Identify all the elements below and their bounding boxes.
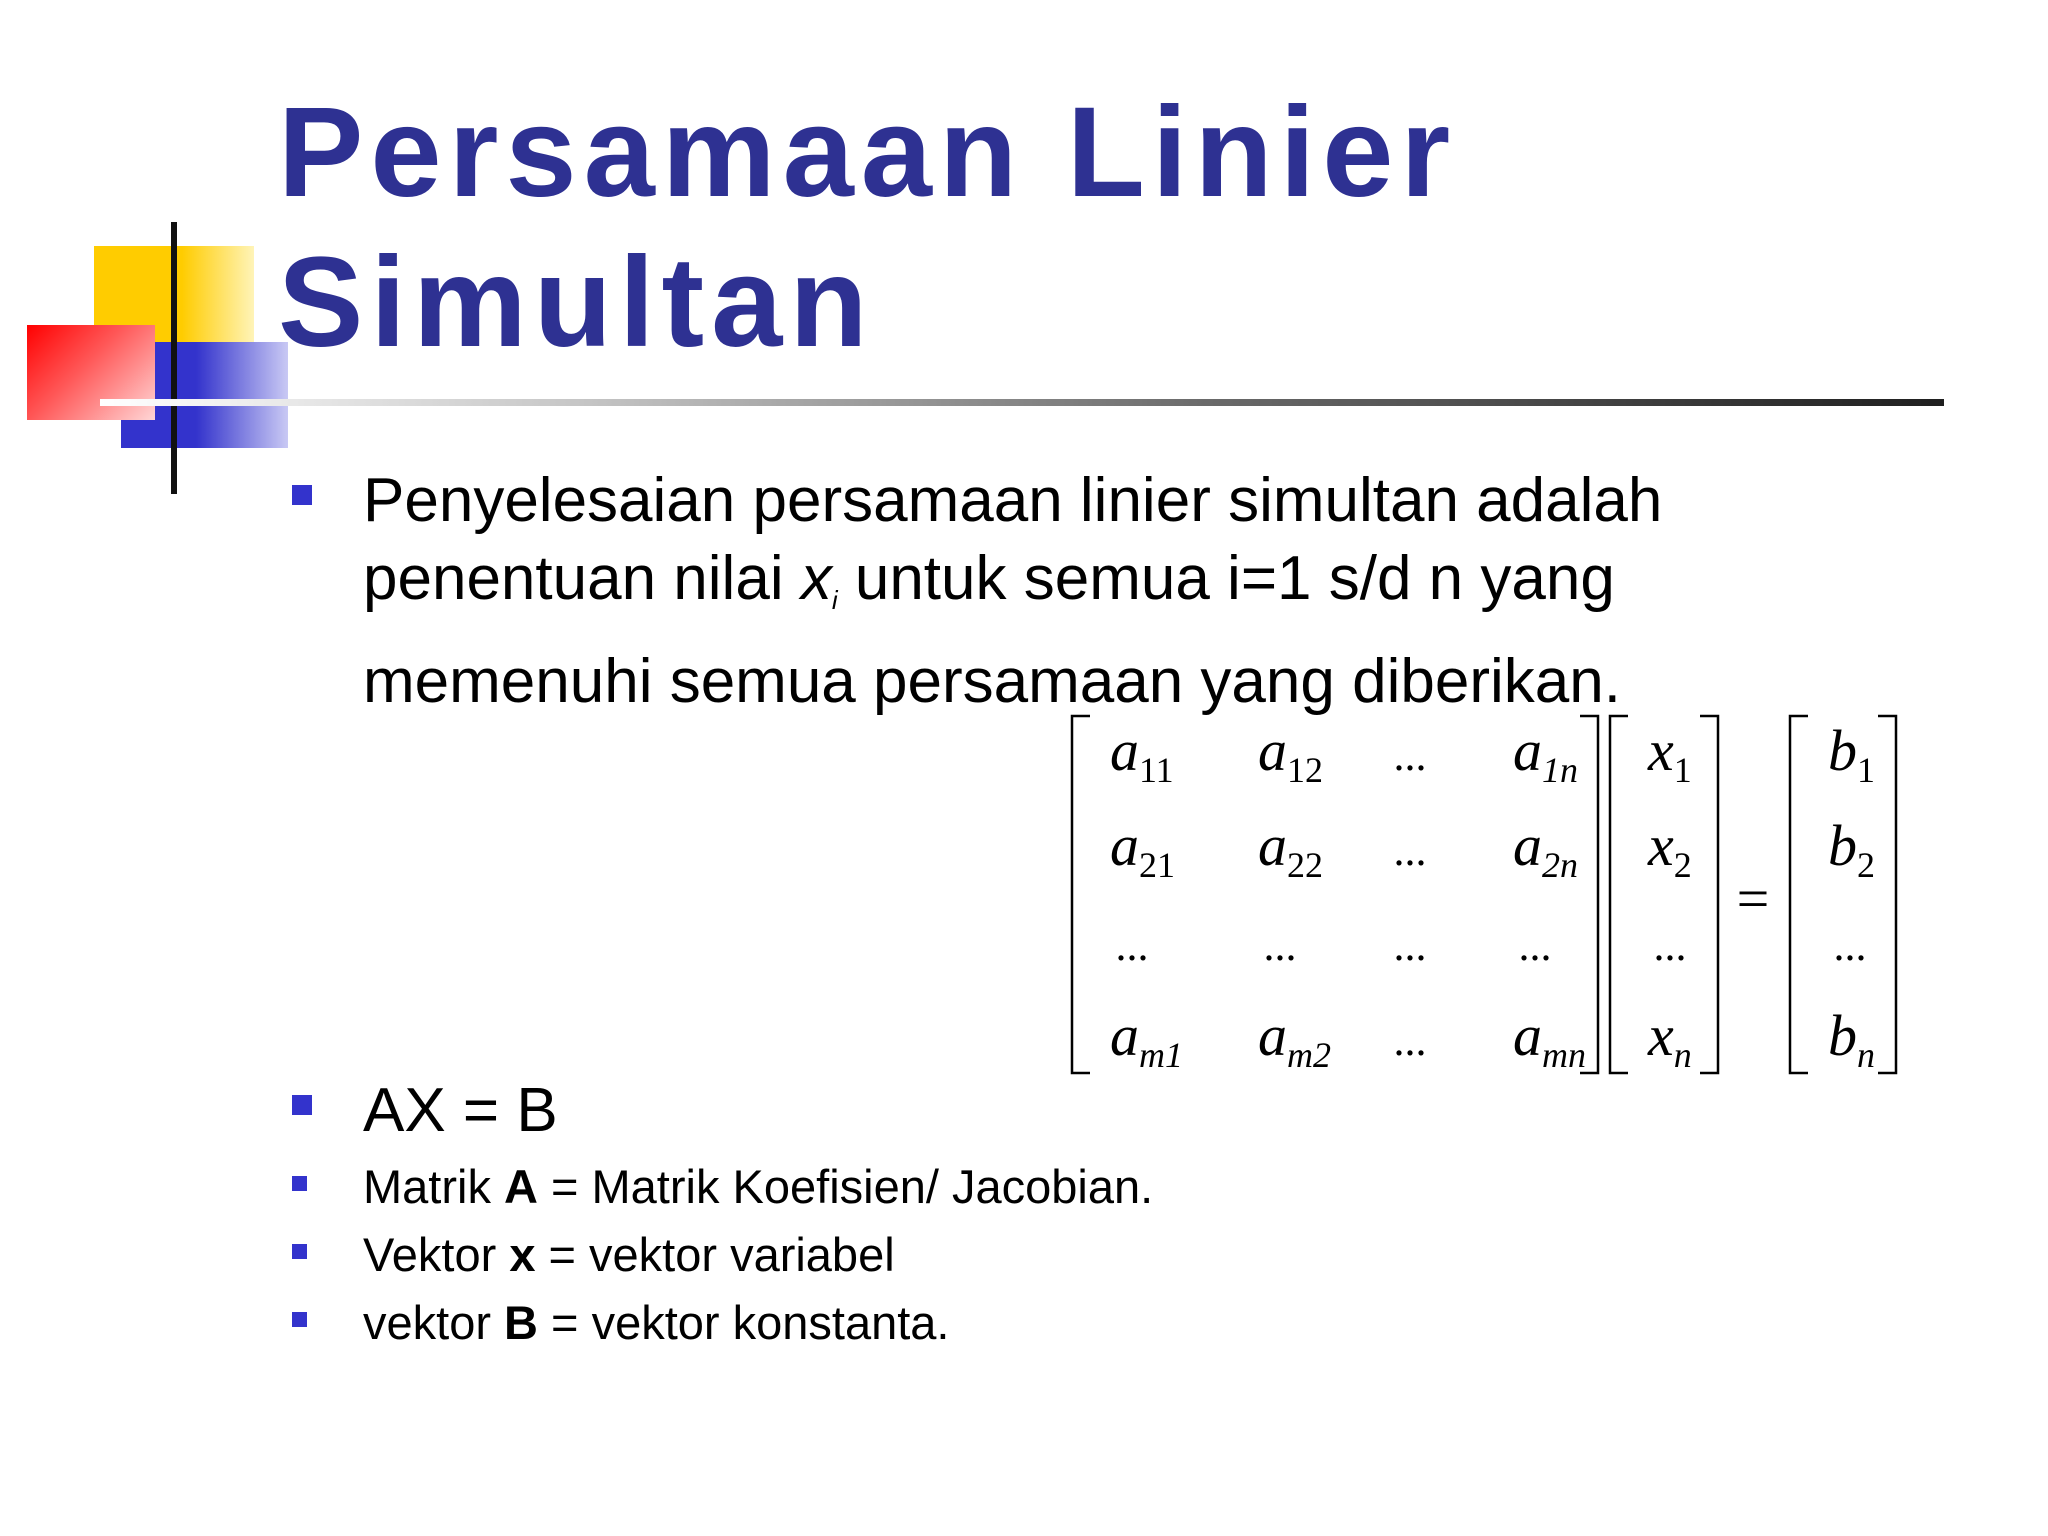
matrix-a-cell: ... bbox=[1115, 921, 1149, 970]
vector-b-cell: $b_1$ bbox=[1828, 718, 1875, 790]
vector-x-cell: ... bbox=[1653, 921, 1687, 970]
equals-sign: = bbox=[1736, 866, 1770, 931]
vector-x-cell: $x_n$ bbox=[1648, 1003, 1692, 1075]
matrix-a-right-bracket bbox=[1580, 716, 1598, 1073]
matrix-equation bbox=[1060, 700, 1910, 1090]
matrix-a-cell: ... bbox=[1393, 1016, 1427, 1065]
vector-b-cell: ... bbox=[1833, 921, 1867, 970]
item-text: = vektor variabel bbox=[535, 1228, 895, 1281]
matrix-a-cell: $a_{11}$ bbox=[1110, 718, 1174, 790]
definition-item-matrix-a bbox=[363, 1157, 1153, 1217]
matrix-a-cell: $a_{22}$ bbox=[1258, 813, 1323, 885]
bullet-square-icon bbox=[292, 1244, 307, 1259]
matrix-a-cell: $a_{12}$ bbox=[1258, 718, 1323, 790]
item-text: vektor bbox=[363, 1296, 505, 1349]
definition-item-vector-x bbox=[363, 1225, 895, 1285]
bullet-square-icon bbox=[292, 1312, 307, 1327]
paragraph-text: penentuan nilai bbox=[363, 544, 801, 613]
equation-ax-b: AX = B bbox=[363, 1076, 558, 1145]
slide-title bbox=[278, 78, 1457, 378]
item-text: Matrik bbox=[363, 1160, 504, 1213]
definition-item-vector-b bbox=[363, 1293, 949, 1353]
matrix-a-left-bracket bbox=[1072, 716, 1090, 1073]
matrix-a-cell: ... bbox=[1518, 921, 1552, 970]
bullet-square-icon bbox=[292, 485, 312, 505]
paragraph-text: untuk semua i=1 s/d n yang bbox=[837, 544, 1615, 613]
matrix-a-cell: $a_{21}$ bbox=[1110, 813, 1175, 885]
item-text: = Matrik Koefisien/ Jacobian. bbox=[537, 1160, 1154, 1213]
paragraph-line: memenuhi semua persamaan yang diberikan. bbox=[363, 647, 1621, 716]
title-underline bbox=[100, 399, 1944, 406]
bullet-square-icon bbox=[292, 1176, 307, 1191]
bullet-square-icon bbox=[292, 1095, 312, 1115]
matrix-a-cell: $a_{2n}$ bbox=[1513, 813, 1578, 885]
vector-x-right-bracket bbox=[1700, 716, 1718, 1073]
matrix-a-cell: $a_{m2}$ bbox=[1258, 1003, 1331, 1075]
variable-x: x bbox=[800, 544, 832, 613]
vector-b-left-bracket bbox=[1790, 716, 1808, 1073]
paragraph-line bbox=[363, 540, 1963, 639]
vector-x-cell: $x_2$ bbox=[1648, 813, 1692, 885]
logo-vertical-line bbox=[171, 222, 177, 494]
vector-x-left-bracket bbox=[1610, 716, 1628, 1073]
title-line: Simultan bbox=[278, 231, 875, 374]
matrix-a-cell: ... bbox=[1393, 731, 1427, 780]
matrix-a-cell: ... bbox=[1393, 826, 1427, 875]
item-symbol: x bbox=[509, 1228, 536, 1281]
item-text: Vektor bbox=[363, 1228, 510, 1281]
matrix-a-cell: $a_{m1}$ bbox=[1110, 1003, 1183, 1075]
definition-paragraph bbox=[363, 462, 1963, 721]
variable-subscript: i bbox=[831, 585, 838, 615]
matrix-a-cell: $a_{1n}$ bbox=[1513, 718, 1578, 790]
matrix-a-cell: ... bbox=[1393, 921, 1427, 970]
vector-x-cell: $x_1$ bbox=[1648, 718, 1692, 790]
vector-b-right-bracket bbox=[1878, 716, 1896, 1073]
item-symbol: B bbox=[504, 1296, 538, 1349]
variable-xi bbox=[801, 544, 838, 613]
title-line: Persamaan Linier bbox=[278, 81, 1458, 224]
vector-b-cell: $b_2$ bbox=[1828, 813, 1875, 885]
matrix-a-cell: $a_{mn}$ bbox=[1513, 1003, 1586, 1075]
paragraph-line: Penyelesaian persamaan linier simultan adalah bbox=[363, 466, 1663, 535]
item-text: = vektor konstanta. bbox=[538, 1296, 950, 1349]
vector-b-cell: $b_n$ bbox=[1828, 1003, 1875, 1075]
matrix-a-cell: ... bbox=[1263, 921, 1297, 970]
item-symbol: A bbox=[504, 1160, 538, 1213]
